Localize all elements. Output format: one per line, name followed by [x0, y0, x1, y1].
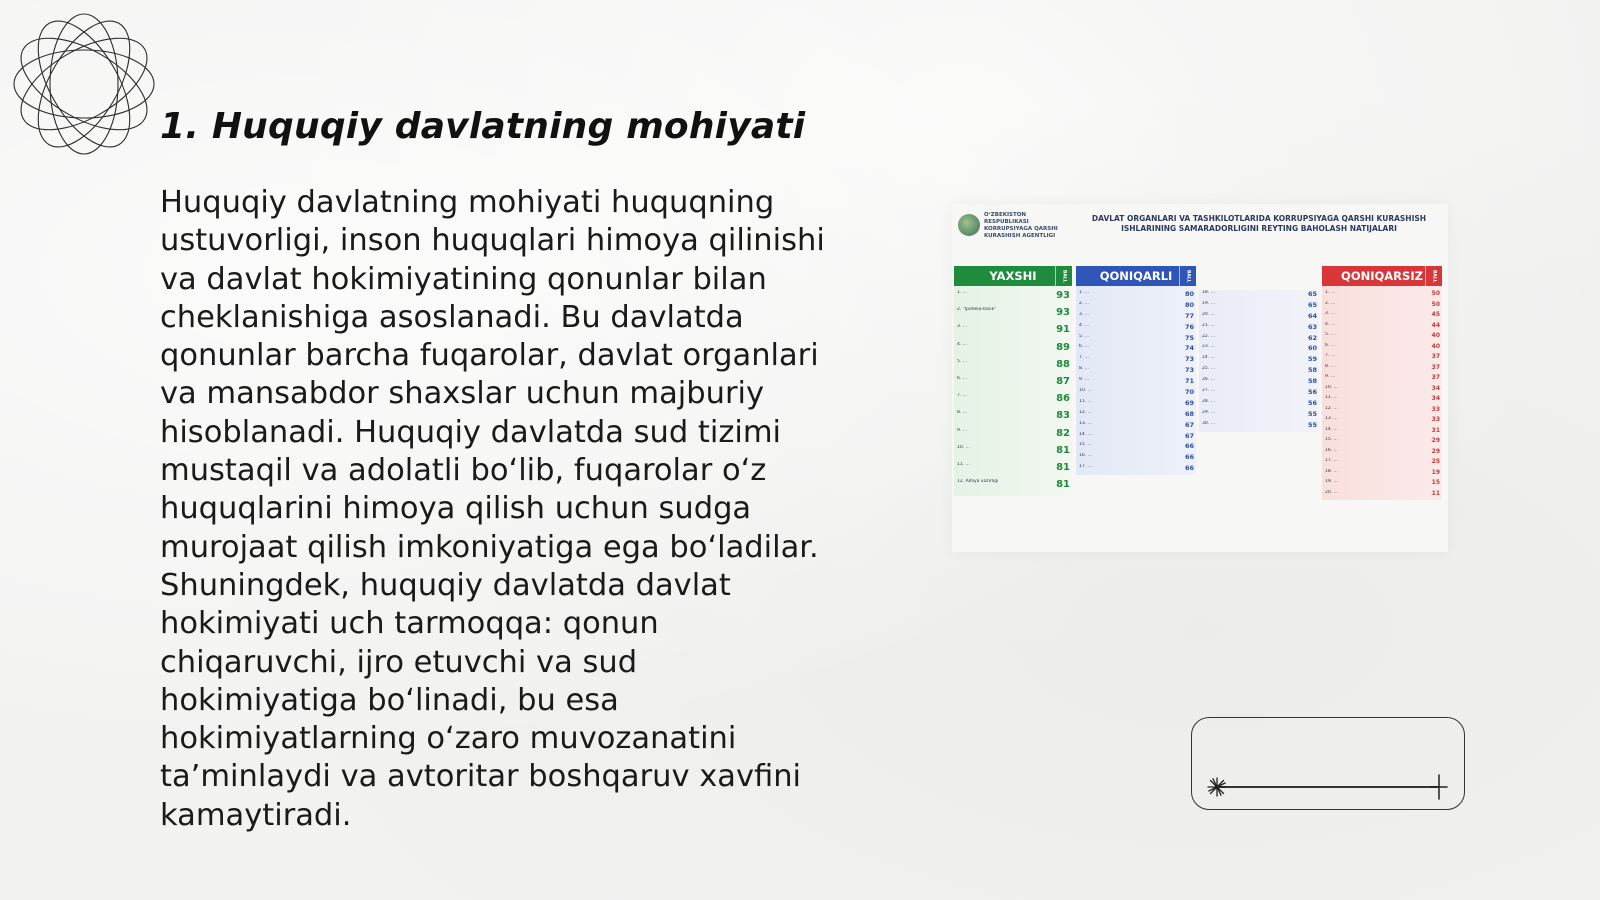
ranking-row-score: 69: [1184, 398, 1194, 407]
ranking-row: [1199, 399, 1319, 410]
column-unsatisfactory-label: QONIQARSIZ: [1341, 269, 1423, 283]
ranking-row-score: 87: [1056, 375, 1070, 387]
ranking-row-score: 71: [1184, 377, 1194, 386]
column-good-rows: [954, 286, 1072, 496]
ranking-row-score: 66: [1184, 464, 1194, 473]
column-good-header: [954, 266, 1072, 286]
ranking-row: [1199, 355, 1319, 366]
ranking-row-score: 88: [1056, 358, 1070, 370]
ranking-row-name: 18. ...: [1202, 290, 1215, 295]
ranking-row-name: 23. ...: [1202, 344, 1215, 350]
ranking-row: [1076, 290, 1196, 301]
ranking-row-score: 34: [1431, 384, 1440, 392]
ranking-row: [1322, 311, 1442, 322]
ranking-row-name: 24. ...: [1202, 355, 1215, 361]
ranking-row-score: 63: [1307, 322, 1317, 331]
ranking-row-name: 9. ...: [1325, 374, 1336, 379]
ranking-row: [1076, 432, 1196, 443]
ranking-row-name: 18. ...: [1325, 468, 1338, 474]
ranking-row-score: 37: [1431, 374, 1440, 381]
column-satisfactory-rows-continued: [1199, 290, 1319, 432]
ranking-row-score: 76: [1184, 322, 1194, 331]
ranking-row-name: 13. ...: [1325, 416, 1338, 421]
ranking-row: [954, 359, 1072, 376]
ranking-row-score: 77: [1184, 311, 1194, 320]
ranking-row-name: 14. ...: [1325, 426, 1338, 432]
ranking-row-score: 64: [1307, 311, 1317, 320]
ranking-row-score: 70: [1184, 388, 1194, 397]
ranking-row: [954, 307, 1072, 324]
ranking-row: [954, 462, 1072, 479]
ranking-row-name: 5. ...: [1079, 333, 1090, 339]
ranking-row-name: 22. ...: [1202, 333, 1215, 339]
ranking-row-score: 31: [1431, 426, 1440, 434]
ranking-row: [1076, 355, 1196, 366]
ranking-row-name: 8. ...: [957, 410, 968, 416]
ranking-row-name: 2. ...: [1325, 300, 1336, 306]
ranking-row: [1199, 323, 1319, 334]
ball-label: BALL: [1179, 266, 1196, 286]
ranking-row: [1076, 323, 1196, 334]
ranking-row-name: 6. ...: [957, 375, 968, 381]
ranking-row: [1199, 312, 1319, 323]
ranking-row: [1076, 312, 1196, 323]
ranking-row: [1076, 388, 1196, 399]
ranking-row: [1076, 377, 1196, 388]
ranking-row-score: 33: [1431, 416, 1440, 423]
ranking-row-name: 16. ...: [1079, 453, 1092, 459]
ranking-row: [1076, 334, 1196, 345]
ranking-row-name: 4. ...: [957, 341, 968, 347]
ranking-row-score: 86: [1056, 393, 1070, 405]
ranking-row-score: 40: [1431, 332, 1440, 339]
ranking-row-name: 15. ...: [1079, 442, 1092, 448]
ranking-row: [1076, 453, 1196, 464]
column-unsatisfactory: [1322, 266, 1442, 500]
ranking-row: [1322, 332, 1442, 343]
column-unsatisfactory-rows: [1322, 286, 1442, 500]
column-satisfactory-rows: [1076, 286, 1196, 475]
orbit-rings-icon: [10, 10, 158, 158]
rating-infographic: [952, 204, 1448, 552]
ranking-row-name: 17. ...: [1079, 464, 1092, 470]
ranking-row-score: 58: [1307, 377, 1317, 386]
ranking-row-name: 7. ...: [1325, 353, 1336, 358]
ranking-row: [1322, 448, 1442, 459]
ranking-row-score: 11: [1431, 489, 1440, 497]
agency-name: OʻZBEKISTON RESPUBLIKASI KORRUPSIYAGA QARSHI KURASHISH AGENTLIGI: [984, 212, 1058, 239]
ranking-row-name: 5. ...: [957, 358, 968, 364]
ranking-row: [1322, 469, 1442, 480]
ranking-row-name: 25. ...: [1202, 366, 1215, 372]
ranking-row-name: 1. ...: [1325, 290, 1336, 295]
ranking-row: [1076, 421, 1196, 432]
ranking-row-score: 19: [1431, 468, 1440, 476]
ranking-row-score: 81: [1056, 479, 1070, 491]
infographic-header: [956, 210, 1444, 250]
ranking-row-score: 33: [1431, 405, 1440, 413]
ranking-row-score: 73: [1184, 355, 1194, 364]
ranking-row-name: 9. ...: [1079, 377, 1090, 383]
column-satisfactory-continued: [1199, 290, 1319, 432]
ranking-row-name: 30. ...: [1202, 420, 1215, 426]
caption-frame: [1191, 717, 1465, 810]
ranking-row-score: 73: [1184, 366, 1194, 375]
crosshair-icon: [1428, 774, 1450, 800]
ranking-row-score: 66: [1184, 442, 1194, 451]
ranking-row-score: 58: [1307, 366, 1317, 375]
ranking-row-name: 10. ...: [1325, 384, 1338, 390]
ball-label: BALL: [1425, 266, 1442, 286]
ranking-row-score: 50: [1431, 300, 1440, 308]
ranking-row-name: 19. ...: [1325, 479, 1338, 484]
ranking-row-name: 8. ...: [1079, 366, 1090, 372]
column-satisfactory-header: [1076, 266, 1196, 286]
ranking-row: [1076, 344, 1196, 355]
ranking-row-name: 19. ...: [1202, 300, 1215, 306]
slide-title: 1. Huquqiy davlatning mohiyati: [160, 106, 806, 147]
ranking-row-score: 34: [1431, 395, 1440, 402]
ranking-row-name: 21. ...: [1202, 322, 1215, 328]
ranking-row: [1199, 334, 1319, 345]
ranking-row-name: 4. ...: [1325, 321, 1336, 327]
ranking-row: [1076, 464, 1196, 475]
ranking-row-score: 55: [1307, 409, 1317, 418]
ranking-row: [954, 393, 1072, 410]
ranking-row: [954, 479, 1072, 496]
ranking-row-name: 16. ...: [1325, 447, 1338, 453]
ranking-row-score: 91: [1056, 324, 1070, 336]
ranking-row-name: 7. ...: [957, 393, 968, 399]
ranking-row-name: 9. ...: [957, 427, 968, 433]
ranking-row-name: 15. ...: [1325, 437, 1338, 442]
ranking-row-name: 17. ...: [1325, 458, 1338, 463]
ranking-row-score: 67: [1184, 420, 1194, 429]
ranking-row: [1322, 374, 1442, 385]
ranking-row: [1076, 442, 1196, 453]
ranking-row-name: 26. ...: [1202, 377, 1215, 383]
ranking-row-score: 66: [1184, 453, 1194, 462]
ranking-row-name: 28. ...: [1202, 398, 1215, 404]
slide-paragraph: Huquqiy davlatning mohiyati huquqning ustuvorligi, inson huquqlari himoya qilinishi va davlat hokimiyatining qonunlar bilan cheklanishiga asoslanadi. Bu davlatda qonunlar barcha fuqarolar, davlat organlari va mansabdor shaxslar uchun majburiy hisoblanadi. Huquqiy davlatda sud tizimi mustaqil va adolatli boʻlib, fuqarolar oʻz huquqlarini himoya qilish uchun sudga murojaat qilish imkoniyatiga ega boʻladilar. Shuningdek, huquqiy davlatda davlat hokimiyati uch tarmoqqa: qonun chiqaruvchi, ijro etuvchi va sud hokimiyatiga boʻlinadi, bu esa hokimiyatlarning oʻzaro muvozanatini taʼminlaydi va avtoritar boshqaruv xavfini kamaytiradi.: [160, 185, 825, 833]
ranking-row-score: 56: [1307, 388, 1317, 397]
ranking-row-name: 8. ...: [1325, 363, 1336, 369]
caption-divider-line: [1216, 786, 1438, 788]
ranking-row: [954, 445, 1072, 462]
ranking-row: [1322, 437, 1442, 448]
ranking-row-name: 10. ...: [1079, 388, 1092, 394]
ranking-row-name: 10. ...: [957, 444, 970, 450]
ranking-row: [1322, 416, 1442, 427]
ranking-row: [1322, 353, 1442, 364]
ranking-row-score: 45: [1431, 311, 1440, 318]
ranking-row-score: 65: [1307, 290, 1317, 298]
ranking-row-name: 6. ...: [1079, 344, 1090, 350]
ranking-row-name: 14. ...: [1079, 431, 1092, 437]
ranking-row: [954, 342, 1072, 359]
ranking-row-score: 89: [1056, 341, 1070, 353]
ranking-row: [1076, 399, 1196, 410]
ranking-row-score: 93: [1056, 307, 1070, 319]
ranking-row-name: 1. ...: [1079, 290, 1090, 295]
ranking-row-score: 25: [1431, 458, 1440, 465]
column-unsatisfactory-header: [1322, 266, 1442, 286]
ranking-row-score: 29: [1431, 447, 1440, 455]
ranking-row-name: 27. ...: [1202, 388, 1215, 394]
column-good: [954, 266, 1072, 496]
ranking-row: [1322, 343, 1442, 354]
ranking-row-name: 13. ...: [1079, 420, 1092, 426]
ranking-row-score: 44: [1431, 321, 1440, 329]
ranking-row: [1199, 421, 1319, 432]
infographic-title: DAVLAT ORGANLARI VA TASHKILOTLARIDA KORRUPSIYAGA QARSHI KURASHISH ISHLARINING SAMARADORLIGINI REYTING BAHOLASH NATIJALARI: [1091, 214, 1427, 233]
ranking-row: [1322, 385, 1442, 396]
column-good-label: YAXSHI: [989, 269, 1037, 283]
ranking-row-score: 65: [1307, 300, 1317, 309]
ranking-row: [954, 290, 1072, 307]
ranking-row-score: 37: [1431, 353, 1440, 360]
ranking-row: [1322, 479, 1442, 490]
ranking-row: [1199, 366, 1319, 377]
ranking-row: [1322, 458, 1442, 469]
ranking-row-name: 20. ...: [1202, 311, 1215, 317]
ranking-row-score: 40: [1431, 342, 1440, 350]
ranking-row: [954, 410, 1072, 427]
ball-label: BALL: [1055, 266, 1072, 286]
ranking-row-score: 29: [1431, 437, 1440, 444]
ranking-row-name: 11. ...: [1325, 395, 1338, 400]
ranking-row-score: 59: [1307, 355, 1317, 364]
ranking-row-score: 56: [1307, 398, 1317, 407]
ranking-row: [1199, 410, 1319, 421]
ranking-row-score: 75: [1184, 333, 1194, 342]
ranking-row-score: 81: [1056, 461, 1070, 473]
ranking-row-score: 93: [1056, 290, 1070, 301]
ranking-row-name: 29. ...: [1202, 409, 1215, 415]
ranking-row: [1322, 406, 1442, 417]
ranking-row-name: 7. ...: [1079, 355, 1090, 361]
ranking-row: [1322, 364, 1442, 375]
ranking-row-name: 12. ...: [1325, 405, 1338, 411]
ranking-row-name: 5. ...: [1325, 332, 1336, 337]
ranking-row-name: 3. ...: [957, 324, 968, 330]
ranking-row-name: 4. ...: [1079, 322, 1090, 328]
ranking-row-name: 6. ...: [1325, 342, 1336, 348]
ranking-row-name: 11. ...: [1079, 398, 1092, 404]
ranking-row: [954, 376, 1072, 393]
ranking-row-name: 2. "Ipoteka-bank": [957, 307, 997, 313]
ranking-row-score: 83: [1056, 410, 1070, 422]
ranking-row: [954, 324, 1072, 341]
ranking-row-score: 81: [1056, 444, 1070, 456]
sparkle-icon: [1206, 776, 1228, 798]
ranking-row-score: 37: [1431, 363, 1440, 371]
ranking-row-score: 80: [1184, 290, 1194, 298]
ranking-row-score: 67: [1184, 431, 1194, 440]
ranking-row-score: 15: [1431, 479, 1440, 486]
ranking-row-score: 74: [1184, 344, 1194, 353]
ranking-row-score: 82: [1056, 427, 1070, 439]
ranking-row: [1076, 301, 1196, 312]
ranking-row: [1199, 301, 1319, 312]
ranking-row: [1322, 322, 1442, 333]
ranking-row-score: 50: [1431, 290, 1440, 297]
ranking-row: [1199, 344, 1319, 355]
ranking-row-name: 12. Adliya vazirligi: [957, 479, 999, 485]
ranking-row: [1322, 490, 1442, 501]
ranking-row-name: 12. ...: [1079, 409, 1092, 415]
ranking-row-score: 80: [1184, 300, 1194, 309]
agency-logo: [958, 214, 980, 236]
ranking-row: [1199, 377, 1319, 388]
ranking-row: [1076, 366, 1196, 377]
ranking-row-score: 62: [1307, 333, 1317, 342]
ranking-row-name: 1. ...: [957, 290, 968, 295]
ranking-row-name: 3. ...: [1079, 311, 1090, 317]
ranking-row: [1322, 427, 1442, 438]
ranking-row-name: 3. ...: [1325, 311, 1336, 316]
ranking-row: [1199, 388, 1319, 399]
ranking-row: [1322, 395, 1442, 406]
ranking-row-name: 11. ...: [957, 461, 970, 467]
ranking-row: [954, 428, 1072, 445]
ranking-row: [1076, 410, 1196, 421]
ranking-row-score: 68: [1184, 409, 1194, 418]
column-satisfactory: [1076, 266, 1196, 475]
column-satisfactory-label: QONIQARLI: [1099, 269, 1173, 283]
ranking-row: [1322, 301, 1442, 312]
ranking-row: [1322, 290, 1442, 301]
ranking-row-name: 2. ...: [1079, 300, 1090, 306]
ranking-row: [1199, 290, 1319, 301]
ranking-row-name: 20. ...: [1325, 489, 1338, 495]
ranking-row-score: 55: [1307, 420, 1317, 429]
ranking-row-score: 60: [1307, 344, 1317, 353]
